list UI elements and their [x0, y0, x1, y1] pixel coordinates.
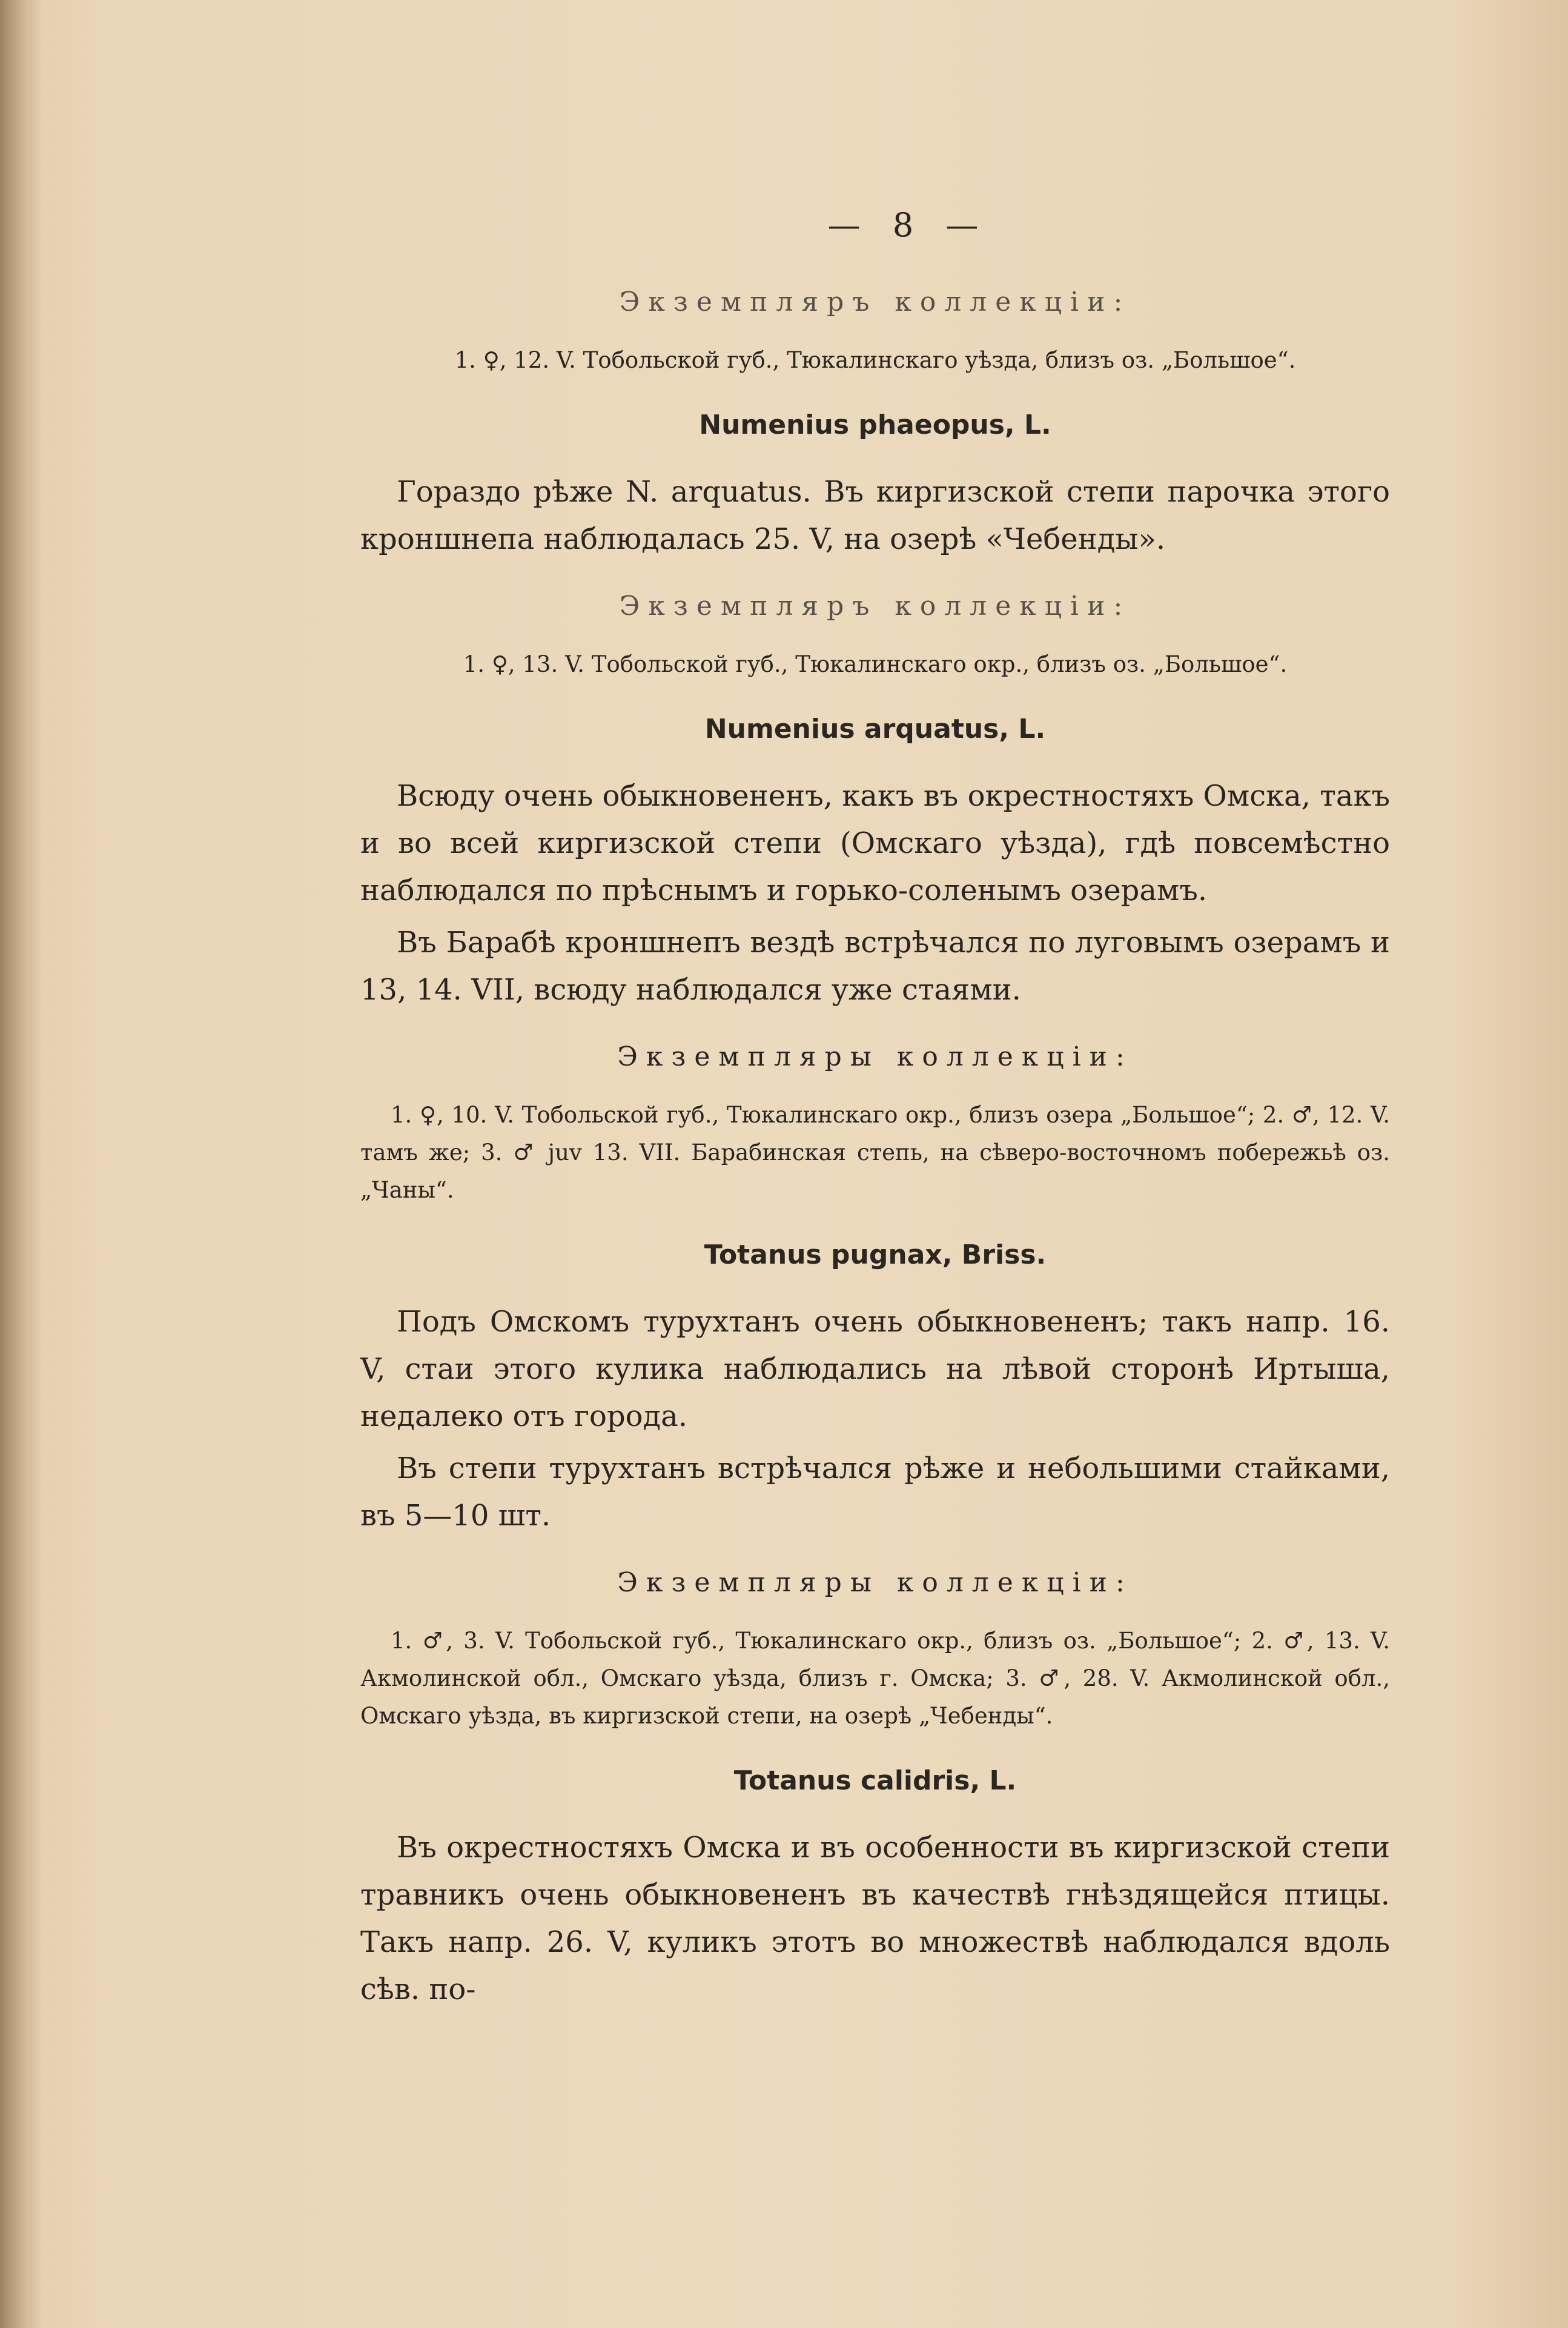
specimen-list: 1. ♀, 10. V. Тобольской губ., Тюкалинскаго окр., близъ озера „Большое“; 2. ♂, 12. V. тамъ же; 3. ♂ juv 13. VII. Барабинская степь, на сѣверо-восточномъ побережьѣ оз. „Чаны“.	[360, 1102, 1390, 1203]
specimen-list: 1. ♀, 12. V. Тобольской губ., Тюкалинскаго уѣзда, близъ оз. „Большое“.	[454, 347, 1296, 373]
collection-heading: Экземпляры коллекціи:	[617, 1567, 1133, 1598]
collection-heading: Экземпляръ коллекціи:	[619, 287, 1131, 317]
species-title: Totanus calidris, L.	[733, 1765, 1017, 1796]
species-paragraph: Всюду очень обыкновененъ, какъ въ окрестностяхъ Омска, такъ и во всей киргизской степи (Омскаго уѣзда), гдѣ повсемѣстно наблюдался по прѣснымъ и горько-соленымъ озерамъ.	[360, 779, 1390, 907]
specimen-list: 1. ♀, 13. V. Тобольской губ., Тюкалинскаго окр., близъ оз. „Большое“.	[463, 651, 1288, 677]
species-title: Numenius phaeopus, L.	[699, 410, 1051, 440]
specimen-list: 1. ♂, 3. V. Тобольской губ., Тюкалинскаго окр., близъ оз. „Большое“; 2. ♂, 13. V. Акмолинской обл., Омскаго уѣзда, близъ г. Омска; 3. ♂, 28. V. Акмолинской обл., Омскаго уѣзда, въ киргизской степи, на озерѣ „Чебенды“.	[360, 1628, 1390, 1729]
species-title: Totanus pugnax, Briss.	[704, 1239, 1047, 1270]
collection-heading: Экземпляръ коллекціи:	[619, 591, 1131, 622]
book-binding-edge	[0, 0, 42, 2328]
collection-heading: Экземпляры коллекціи:	[617, 1041, 1133, 1072]
species-paragraph: Въ Барабѣ кроншнепъ вездѣ встрѣчался по луговымъ озерамъ и 13, 14. VII, всюду наблюдался уже стаями.	[360, 926, 1390, 1007]
page-number: — 8 —	[827, 206, 990, 244]
species-paragraph: Въ степи турухтанъ встрѣчался рѣже и небольшими стайками, въ 5—10 шт.	[360, 1451, 1390, 1533]
species-paragraph: Гораздо рѣже N. arquatus. Въ киргизской степи парочка этого кроншнепа наблюдалась 25. V, на озерѣ «Чебенды».	[360, 475, 1390, 556]
page-content	[360, 206, 1390, 2018]
species-paragraph: Въ окрестностяхъ Омска и въ особенности въ киргизской степи травникъ очень обыкновененъ въ качествѣ гнѣздящейся птицы. Такъ напр. 26. V, куликъ этотъ во множествѣ наблюдался вдоль сѣв. по-	[360, 1831, 1390, 2006]
species-title: Numenius arquatus, L.	[704, 714, 1046, 744]
species-paragraph: Подъ Омскомъ турухтанъ очень обыкновененъ; такъ напр. 16. V, стаи этого кулика наблюдались на лѣвой сторонѣ Иртыша, недалеко отъ города.	[360, 1305, 1390, 1433]
